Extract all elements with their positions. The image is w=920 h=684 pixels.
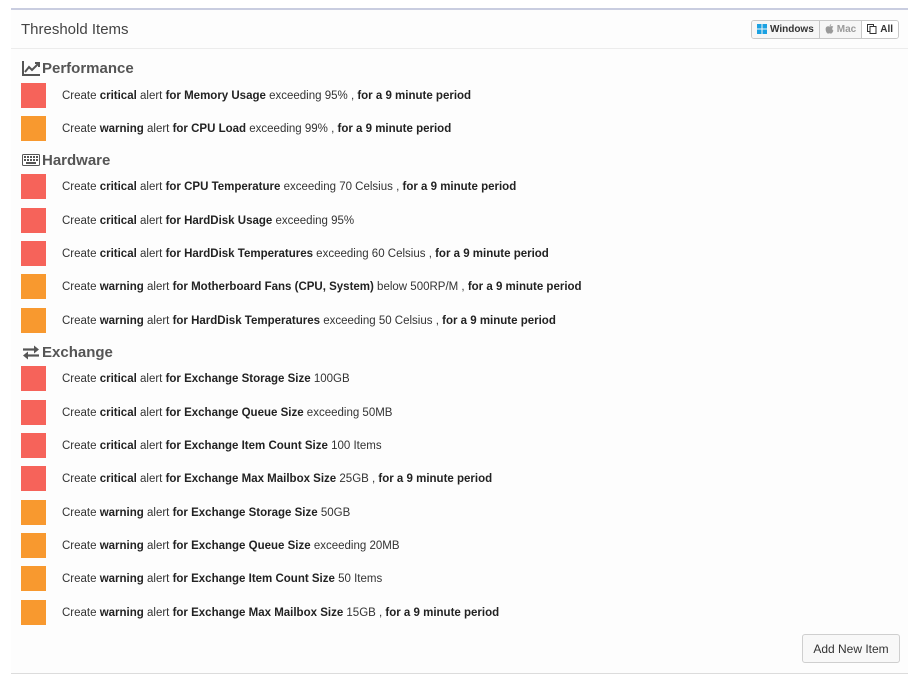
item-text-part: warning — [99, 606, 144, 619]
item-text-part: for a 9 minute period — [357, 89, 472, 102]
os-filter-mac[interactable] — [820, 21, 862, 38]
item-text-part: for a 9 minute period — [385, 606, 500, 619]
item-text-part: alert — [143, 539, 173, 552]
os-filter-all-label: All — [880, 23, 893, 35]
item-text-part: alert — [136, 247, 166, 260]
item-text-part: for Exchange Item Count Size — [172, 572, 335, 585]
threshold-item-text — [62, 248, 549, 260]
item-text-part: Create — [62, 122, 100, 135]
exchange-arrows-icon — [21, 344, 40, 360]
item-text-part: Create — [62, 439, 100, 452]
threshold-item[interactable] — [21, 400, 881, 425]
os-filter-windows[interactable] — [752, 21, 820, 38]
item-text-part: warning — [99, 280, 144, 293]
item-text-part: for a 9 minute period — [337, 122, 452, 135]
item-text-part: alert — [136, 89, 166, 102]
item-text-part: Create — [62, 406, 100, 419]
item-text-part: alert — [136, 472, 166, 485]
item-text-part: alert — [143, 314, 173, 327]
item-text-part: critical — [99, 372, 137, 385]
threshold-item[interactable] — [21, 241, 881, 266]
item-text-part: Create — [62, 606, 100, 619]
keyboard-icon — [21, 152, 40, 168]
item-text-part: for Exchange Storage Size — [172, 506, 318, 519]
panel-title: Threshold Items — [21, 20, 129, 38]
copy-icon — [867, 24, 877, 34]
threshold-item[interactable] — [21, 274, 881, 299]
threshold-item-text — [62, 281, 582, 293]
item-text-part: critical — [99, 472, 137, 485]
threshold-item[interactable] — [21, 500, 881, 525]
item-text-part: alert — [136, 372, 166, 385]
warning-level-swatch — [21, 600, 46, 625]
threshold-item[interactable] — [21, 83, 881, 108]
item-text-part: for Exchange Storage Size — [165, 372, 311, 385]
threshold-item-text — [62, 90, 471, 102]
item-text-part: critical — [99, 406, 137, 419]
os-filter-all[interactable] — [862, 21, 898, 38]
os-filter-windows-label: Windows — [769, 23, 814, 35]
section-title-label: Exchange — [42, 343, 113, 361]
item-text-part: Create — [62, 180, 100, 193]
os-filter-mac-label: Mac — [836, 23, 857, 35]
item-text-part: for a 9 minute period — [378, 472, 493, 485]
item-text-part: alert — [143, 572, 173, 585]
item-text-part: Create — [62, 472, 100, 485]
windows-icon — [757, 24, 767, 34]
item-text-part: Create — [62, 372, 100, 385]
item-text-part: for Motherboard Fans (CPU, System) — [172, 280, 374, 293]
item-text-part: exceeding 50MB — [303, 406, 393, 419]
item-text-part: exceeding 50 Celsius , — [320, 314, 443, 327]
warning-level-swatch — [21, 308, 46, 333]
threshold-item[interactable] — [21, 533, 881, 558]
item-text-part: Create — [62, 89, 100, 102]
item-text-part: 100GB — [310, 372, 350, 385]
warning-level-swatch — [21, 566, 46, 591]
item-text-part: Create — [62, 314, 100, 327]
item-text-part: critical — [99, 89, 137, 102]
warning-level-swatch — [21, 274, 46, 299]
item-text-part: for Exchange Max Mailbox Size — [172, 606, 344, 619]
critical-level-swatch — [21, 466, 46, 491]
item-text-part: for a 9 minute period — [402, 180, 517, 193]
item-text-part: exceeding 70 Celsius , — [280, 180, 403, 193]
item-text-part: Create — [62, 280, 100, 293]
item-text-part: exceeding 95% — [272, 214, 355, 227]
threshold-item[interactable] — [21, 600, 881, 625]
item-text-part: below 500RP/M , — [373, 280, 468, 293]
item-text-part: for HardDisk Temperatures — [165, 247, 313, 260]
item-text-part: Create — [62, 506, 100, 519]
threshold-item-text — [62, 440, 382, 452]
item-text-part: critical — [99, 439, 137, 452]
item-text-part: exceeding 60 Celsius , — [312, 247, 436, 260]
item-text-part: warning — [99, 572, 144, 585]
threshold-item-text — [62, 123, 451, 135]
critical-level-swatch — [21, 366, 46, 391]
section-title-hardware — [21, 151, 110, 169]
item-text-part: alert — [143, 606, 173, 619]
threshold-item[interactable] — [21, 366, 881, 391]
threshold-items-panel — [11, 8, 908, 674]
item-text-part: Create — [62, 247, 100, 260]
item-text-part: 50 Items — [334, 572, 383, 585]
item-text-part: alert — [136, 214, 166, 227]
critical-level-swatch — [21, 400, 46, 425]
item-text-part: alert — [143, 122, 173, 135]
item-text-part: for Exchange Queue Size — [172, 539, 311, 552]
item-text-part: 15GB , — [343, 606, 386, 619]
item-text-part: warning — [99, 539, 144, 552]
item-text-part: 25GB , — [336, 472, 379, 485]
threshold-item-text — [62, 507, 350, 519]
line-chart-icon — [21, 60, 40, 76]
add-new-item-button[interactable]: Add New Item — [802, 634, 900, 663]
threshold-item[interactable] — [21, 308, 881, 333]
item-text-part: for Exchange Queue Size — [165, 406, 304, 419]
section-title-label: Performance — [42, 59, 134, 77]
item-text-part: for a 9 minute period — [467, 280, 582, 293]
critical-level-swatch — [21, 174, 46, 199]
threshold-item-text — [62, 540, 400, 552]
item-text-part: critical — [99, 247, 137, 260]
item-text-part: 100 Items — [327, 439, 382, 452]
item-text-part: for Exchange Max Mailbox Size — [165, 472, 337, 485]
critical-level-swatch — [21, 83, 46, 108]
item-text-part: alert — [136, 406, 166, 419]
item-text-part: for HardDisk Temperatures — [172, 314, 320, 327]
critical-level-swatch — [21, 433, 46, 458]
item-text-part: alert — [143, 506, 173, 519]
item-text-part: for Exchange Item Count Size — [165, 439, 328, 452]
warning-level-swatch — [21, 500, 46, 525]
critical-level-swatch — [21, 208, 46, 233]
item-text-part: critical — [99, 180, 137, 193]
panel-header — [11, 10, 908, 49]
threshold-item[interactable] — [21, 116, 881, 141]
item-text-part: for a 9 minute period — [435, 247, 549, 260]
threshold-item-text — [62, 473, 492, 485]
section-title-exchange — [21, 343, 113, 361]
apple-icon — [825, 24, 834, 34]
item-text-part: for a 9 minute period — [442, 314, 556, 327]
item-text-part: exceeding 99% , — [246, 122, 338, 135]
section-title-performance — [21, 59, 134, 77]
item-text-part: Create — [62, 214, 100, 227]
threshold-item[interactable] — [21, 466, 881, 491]
item-text-part: warning — [99, 122, 144, 135]
threshold-item-text — [62, 573, 382, 585]
item-text-part: critical — [99, 214, 137, 227]
critical-level-swatch — [21, 241, 46, 266]
item-text-part: alert — [143, 280, 173, 293]
item-text-part: for CPU Load — [172, 122, 247, 135]
os-filter-group — [751, 20, 899, 39]
item-text-part: exceeding 20MB — [310, 539, 400, 552]
item-text-part: warning — [99, 506, 144, 519]
threshold-item[interactable] — [21, 208, 881, 233]
item-text-part: for CPU Temperature — [165, 180, 281, 193]
threshold-item-text — [62, 181, 516, 193]
threshold-item-text — [62, 215, 354, 227]
item-text-part: for HardDisk Usage — [165, 214, 273, 227]
threshold-item-text — [62, 315, 556, 327]
item-text-part: alert — [136, 180, 166, 193]
threshold-item-text — [62, 407, 392, 419]
item-text-part: alert — [136, 439, 166, 452]
warning-level-swatch — [21, 116, 46, 141]
threshold-item[interactable] — [21, 566, 881, 591]
section-title-label: Hardware — [42, 151, 111, 169]
warning-level-swatch — [21, 533, 46, 558]
threshold-item[interactable] — [21, 174, 881, 199]
item-text-part: 50GB — [317, 506, 351, 519]
item-text-part: Create — [62, 539, 100, 552]
item-text-part: warning — [99, 314, 144, 327]
threshold-item[interactable] — [21, 433, 881, 458]
threshold-item-text — [62, 607, 499, 619]
item-text-part: exceeding 95% , — [265, 89, 358, 102]
item-text-part: for Memory Usage — [165, 89, 266, 102]
item-text-part: Create — [62, 572, 100, 585]
threshold-item-text — [62, 373, 350, 385]
